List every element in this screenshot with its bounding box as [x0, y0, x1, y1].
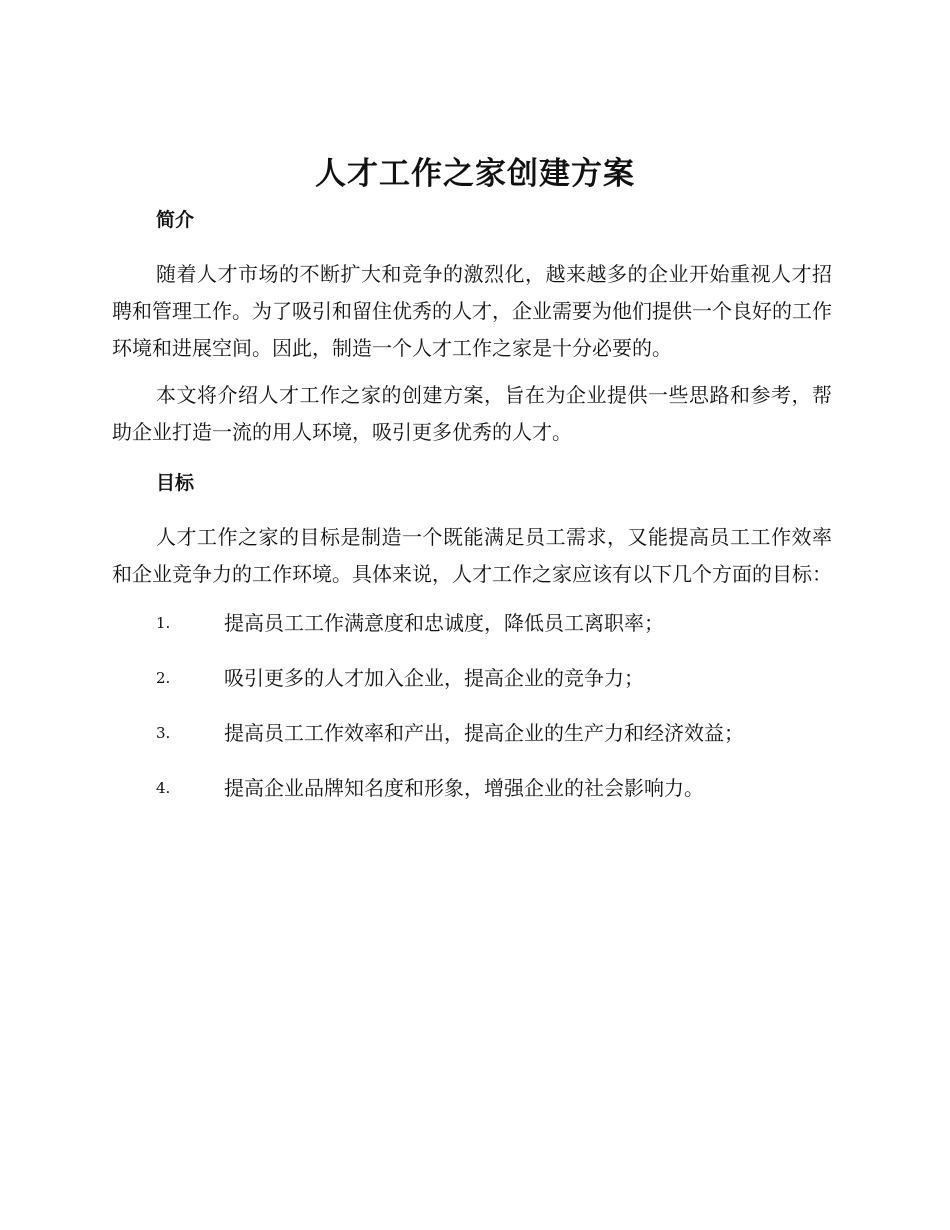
document-title: 人才工作之家创建方案 — [315, 156, 635, 192]
list-item-text: 提高员工工作满意度和忠诚度，降低员工离职率； — [224, 611, 664, 635]
list-item-number: 3. — [156, 724, 171, 742]
list-item-text: 吸引更多的人才加入企业，提高企业的竞争力； — [224, 666, 644, 690]
list-item-number: 1. — [156, 614, 171, 632]
intro-paragraph-1: 随着人才市场的不断扩大和竞争的激烈化，越来越多的企业开始重视人才招聘和管理工作。为了吸引和留住优秀的人才，企业需要为他们提供一个良好的工作环境和进展空间。因此，制造一个人才工作之家是十分必要的。 — [112, 262, 832, 360]
list-item-number: 2. — [156, 669, 171, 687]
list-item-number: 4. — [156, 779, 171, 797]
goals-paragraph: 人才工作之家的目标是制造一个既能满足员工需求，又能提高员工工作效率和企业竞争力的工作环境。具体来说，人才工作之家应该有以下几个方面的目标： — [112, 525, 832, 586]
list-item — [112, 770, 832, 825]
intro-paragraph-2: 本文将介绍人才工作之家的创建方案，旨在为企业提供一些思路和参考，帮助企业打造一流的用人环境，吸引更多优秀的人才。 — [112, 383, 832, 444]
list-item-text: 提高员工工作效率和产出，提高企业的生产力和经济效益； — [224, 721, 744, 745]
section-goals — [112, 461, 832, 825]
section-heading-goals: 目标 — [156, 472, 195, 494]
list-item — [112, 605, 832, 660]
list-item-text: 提高企业品牌知名度和形象，增强企业的社会影响力。 — [224, 776, 704, 800]
list-item — [112, 660, 832, 715]
list-item — [112, 715, 832, 770]
goals-list — [112, 605, 832, 825]
section-intro — [112, 198, 832, 451]
section-heading-intro: 简介 — [156, 209, 195, 231]
document-body — [112, 198, 832, 825]
